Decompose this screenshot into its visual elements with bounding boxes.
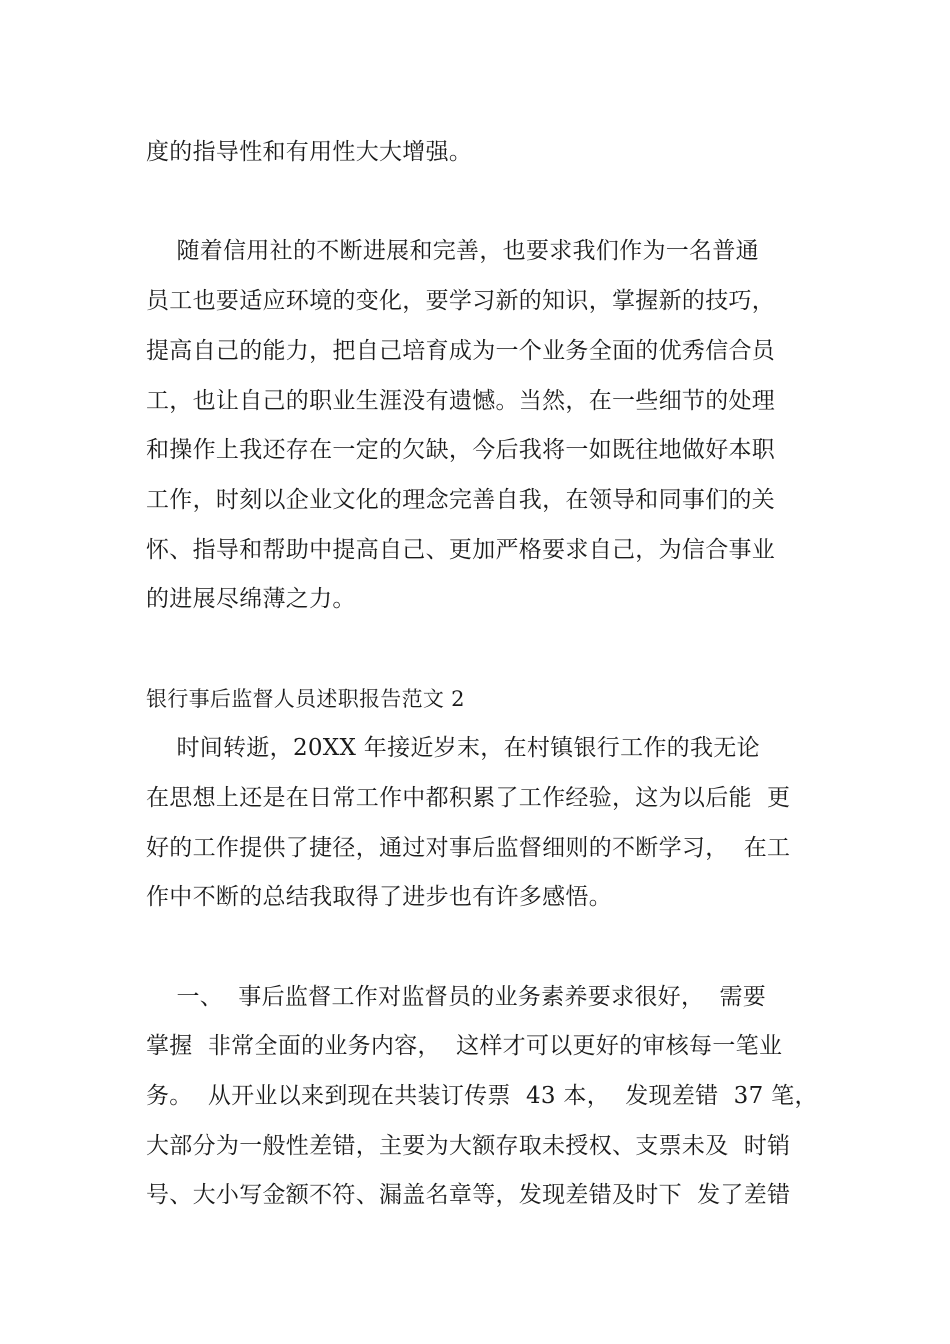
paragraph-line: 一、 事后监督工作对监督员的业务素养要求很好， 需要: [146, 984, 767, 1010]
paragraph-line: 号、大小写金额不符、漏盖名章等，发现差错及时下 发了差错: [146, 1182, 791, 1208]
paragraph-line: 随着信用社的不断进展和完善，也要求我们作为一名普通: [146, 238, 759, 264]
paragraph-line: 作中不断的总结我取得了进步也有许多感悟。: [146, 884, 612, 910]
paragraph-line: 在思想上还是在日常工作中都积累了工作经验，这为以后能 更: [146, 785, 791, 811]
paragraph-line: 务。 从开业以来到现在共装订传票 43 本， 发现差错 37 笔，: [146, 1083, 818, 1109]
paragraph-line: 和操作上我还存在一定的欠缺，今后我将一如既往地做好本职: [146, 437, 776, 463]
paragraph-line: 怀、指导和帮助中提高自己、更加严格要求自己，为信合事业: [146, 537, 776, 563]
paragraph-line: 员工也要适应环境的变化，要学习新的知识，掌握新的技巧，: [146, 288, 776, 314]
paragraph-line: 大部分为一般性差错，主要为大额存取未授权、支票未及 时销: [146, 1133, 791, 1159]
paragraph-line: 掌握 非常全面的业务内容， 这样才可以更好的审核每一笔业: [146, 1033, 783, 1059]
paragraph-line: 度的指导性和有用性大大增强。: [146, 139, 473, 165]
paragraph-line: 工作，时刻以企业文化的理念完善自我，在领导和同事们的关: [146, 487, 776, 513]
paragraph-line: 好的工作提供了捷径，通过对事后监督细则的不断学习， 在工: [146, 835, 791, 861]
paragraph-line: 时间转逝，20XX 年接近岁末，在村镇银行工作的我无论: [146, 735, 760, 761]
paragraph-line: 工，也让自己的职业生涯没有遗憾。当然，在一些细节的处理: [146, 388, 776, 414]
paragraph-line: 提高自己的能力，把自己培育成为一个业务全面的优秀信合员: [146, 338, 776, 364]
paragraph-line: 的进展尽绵薄之力。: [146, 586, 356, 612]
section-heading: 银行事后监督人员述职报告范文 2: [146, 687, 465, 711]
